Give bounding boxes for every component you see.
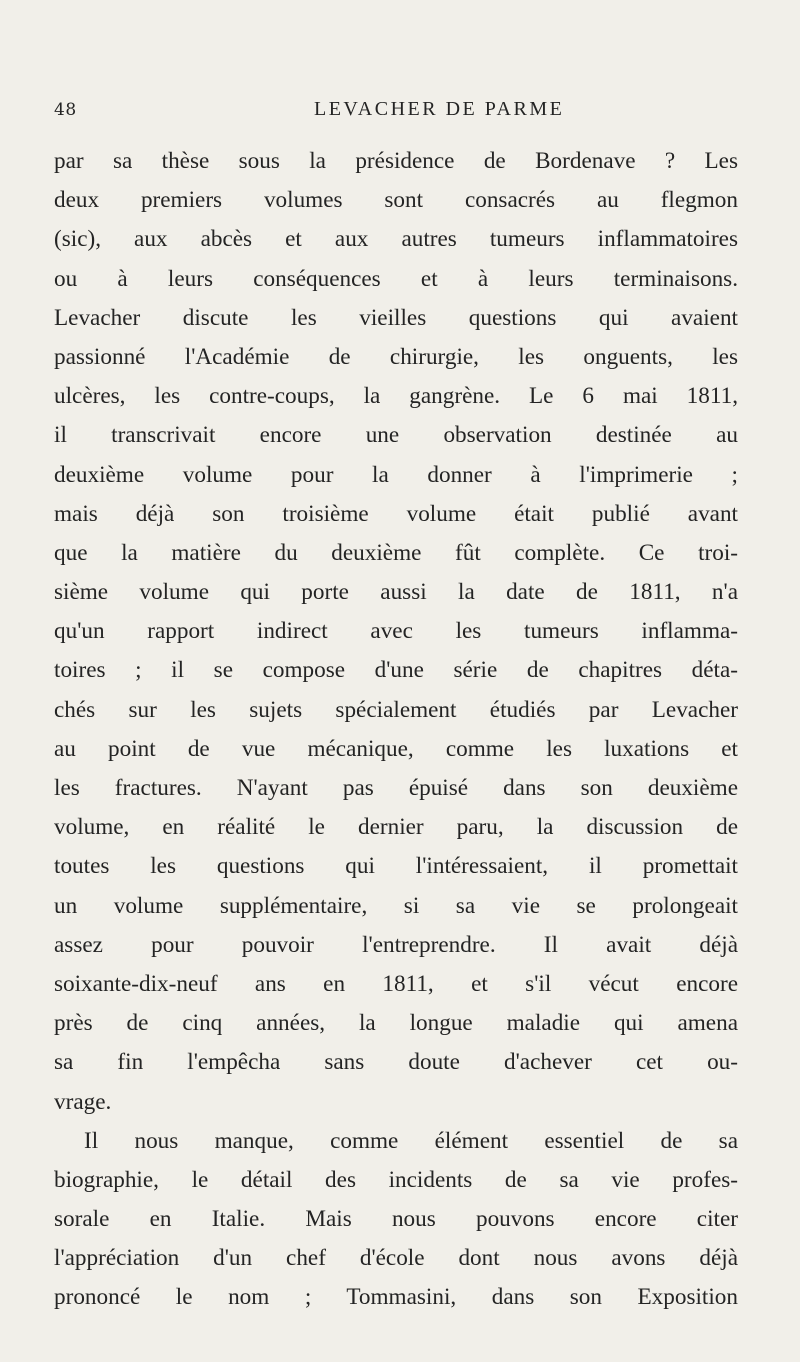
text-line: il transcrivait encore une observation destinée au [54,422,738,449]
text-line: par sa thèse sous la présidence de Bordenave ? Les [54,148,738,174]
text-line: qu'un rapport indirect avec les tumeurs inflamma- [54,618,738,645]
text-line: près de cinq années, la longue maladie qui amena [54,1010,738,1037]
text-line: sorale en Italie. Mais nous pouvons encore citer [54,1206,738,1233]
text-line: volume, en réalité le dernier paru, la discussion de [54,814,738,841]
running-title: LEVACHER DE PARME [314,98,565,120]
text-line: assez pour pouvoir l'entreprendre. Il avait déjà [54,931,738,958]
text-line: (sic), aux abcès et aux autres tumeurs inflammatoires [54,226,738,253]
text-line: deux premiers volumes sont consacrés au flegmon [54,187,738,214]
text-line: biographie, le détail des incidents de sa vie profes- [54,1166,738,1193]
text-line: mais déjà son troisième volume était publié avant [54,500,738,527]
text-line: Il nous manque, comme élément essentiel de sa [84,1127,738,1154]
text-line: passionné l'Académie de chirurgie, les onguents, les [54,343,738,370]
text-line: Levacher discute les vieilles questions qui avaient [54,304,738,331]
text-line: sa fin l'empêcha sans doute d'achever cet ou- [54,1049,738,1076]
text-line: l'appréciation d'un chef d'école dont nous avons déjà [54,1245,738,1272]
text-line: au point de vue mécanique, comme les luxations et [54,735,738,762]
text-line: un volume supplémentaire, si sa vie se prolongeait [54,892,738,919]
text-line: toutes les questions qui l'intéressaient, il promettait [54,853,738,880]
text-line: les fractures. N'ayant pas épuisé dans son deuxième [54,775,738,801]
text-line: ulcères, les contre-coups, la gangrène. Le 6 mai 1811, [54,383,738,410]
paragraph-1 [54,142,738,1122]
text-line: deuxième volume pour la donner à l'imprimerie ; [54,461,738,488]
text-line: chés sur les sujets spécialement étudiés par Levacher [54,696,738,723]
text-line: sième volume qui porte aussi la date de 1811, n'a [54,579,738,606]
body-text [54,142,738,1318]
text-line: ou à leurs conséquences et à leurs terminaisons. [54,265,738,292]
text-line: vrage. [54,1088,112,1115]
text-line: que la matière du deuxième fût complète. Ce troi- [54,539,738,566]
paragraph-2 [54,1122,738,1318]
text-line: toires ; il se compose d'une série de chapitres déta- [54,657,738,684]
page-number: 48 [54,100,77,120]
text-line: soixante-dix-neuf ans en 1811, et s'il vécut encore [54,970,738,997]
text-line: prononcé le nom ; Tommasini, dans son Exposition [54,1284,738,1311]
page-header [54,98,754,138]
